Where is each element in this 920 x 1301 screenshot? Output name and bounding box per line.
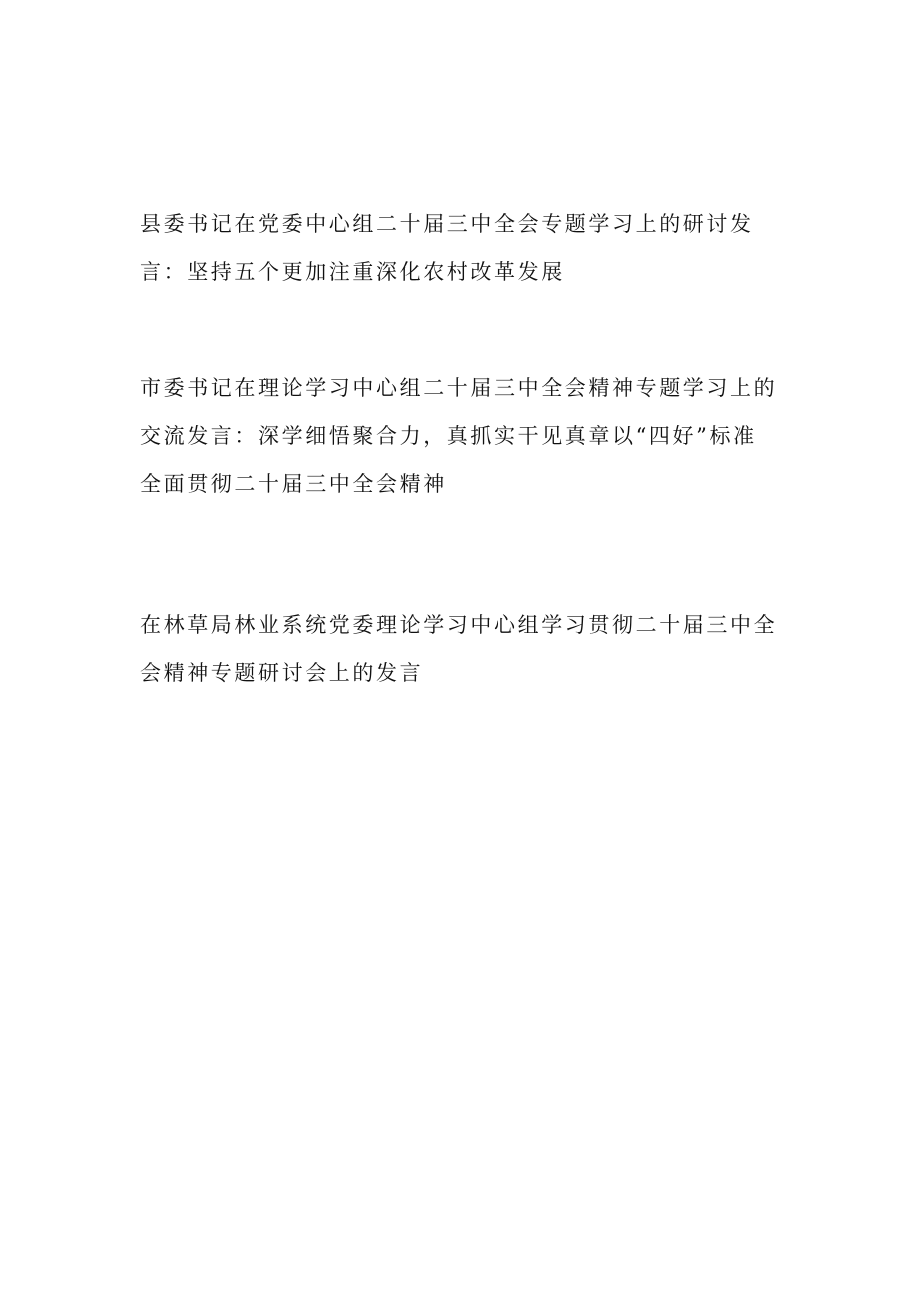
document-entry-title-1: 县委书记在党委中心组二十届三中全会专题学习上的研讨发 言：坚持五个更加注重深化农村改革发展 (140, 212, 754, 284)
document-entry-title-3: 在林草局林业系统党委理论学习中心组学习贯彻二十届三中全 会精神专题研讨会上的发言 (140, 613, 778, 685)
document-entry-title-2: 市委书记在理论学习中心组二十届三中全会精神专题学习上的 交流发言：深学细悟聚合力，真抓实干见真章以“四好”标准 全面贯彻二十届三中全会精神 (140, 376, 778, 496)
